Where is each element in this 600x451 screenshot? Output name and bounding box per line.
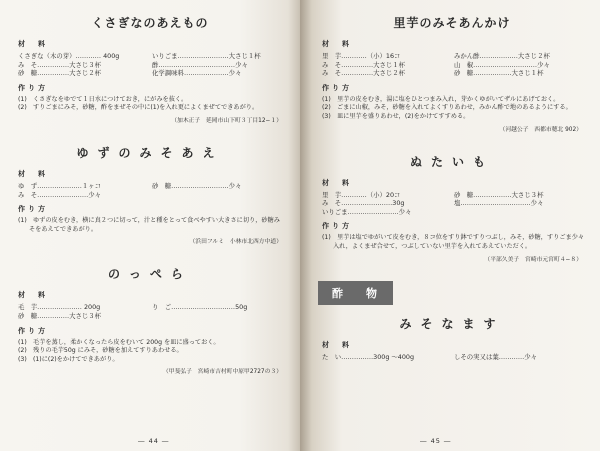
recipe-credit: （浜田フルミ 小林市北西方中道） (189, 239, 282, 246)
category-header: 酢 物 (318, 281, 393, 305)
recipe-credit: （加木正子 延岡市山下町３丁目12−１） (171, 117, 282, 124)
recipe-credit: （河越公子 西都市穂北 902） (499, 126, 582, 133)
method-label: 作り方 (18, 205, 48, 214)
ingredient-list (18, 303, 286, 320)
recipe-credit: （平部久美子 宮崎市元宮町４−８） (484, 256, 582, 263)
method-step: (1) 毛芋を蒸し，柔かくなったら皮をむいて 200g を皿に盛っておく。 (18, 338, 220, 346)
materials-label: 材 料 (322, 178, 352, 187)
ingredient-row (18, 52, 286, 61)
ingredient: くさぎな（木の芽）………… 400g (18, 52, 120, 60)
ingredient-list (18, 52, 286, 78)
ingredient: た い……………300g ～400g (322, 352, 415, 361)
ingredient-row (322, 191, 586, 200)
ingredient-row (322, 353, 586, 362)
method-step: (3) (1)に(2)をかけてできあがり。 (18, 355, 119, 363)
ingredient: 砂 糖………………………少々 (152, 181, 242, 190)
method-step: (1) ゆずの皮をむき，横に真２つに切って，汁と種をとって食べやすい大きさに切り，砂糖みそをあえてできあがり。 (18, 217, 280, 233)
page-number: ― 44 ― (138, 437, 170, 445)
ingredient (152, 312, 286, 321)
ingredient-row (322, 208, 586, 217)
ingredient-row (322, 69, 586, 78)
ingredient: いりごま……………………少々 (322, 207, 412, 216)
ingredient: みかん酢………………大さじ２杯 (454, 52, 550, 60)
ingredient-row (18, 191, 286, 200)
ingredient: 砂 糖……………大さじ３杯 (18, 311, 102, 320)
materials-label: 材 料 (322, 340, 352, 349)
ingredient-row (18, 312, 286, 321)
ingredient: いりごま……………………大さじ１杯 (152, 52, 261, 60)
ingredient: 里 芋…………（小）16コ (322, 52, 401, 60)
ingredient-list (322, 191, 586, 217)
method-step: (1) 里芋の皮をむき，湯に塩をひとつまみ入れ，芽かくゆがいてザルにあげておく。 (322, 95, 560, 103)
materials-label: 材 料 (322, 40, 352, 48)
ingredient-row (322, 52, 586, 61)
ingredient: 砂 糖………………大さじ１杯 (454, 69, 544, 78)
recipe-title: くさぎなのあえもの (91, 16, 209, 30)
method-step: (3) 皿に里芋を盛りあわせ，(2)をかけてすすめる。 (322, 112, 470, 120)
ingredient: 毛 芋………………… 200g (18, 303, 101, 312)
ingredient: み そ……………大さじ３杯 (18, 60, 102, 69)
ingredient: 酢………………………………少々 (152, 60, 248, 69)
materials-label: 材 料 (18, 291, 48, 300)
ingredient: 砂 糖……………大さじ２杯 (18, 69, 102, 78)
ingredient: 砂 糖………………大さじ３杯 (454, 190, 544, 199)
method-label: 作り方 (18, 326, 48, 335)
recipe-title: のっぺら (108, 267, 192, 282)
ingredient: み そ……………………少々 (18, 190, 102, 199)
ingredient: しその実又は葉…………少々 (454, 352, 538, 361)
ingredient (152, 191, 286, 200)
ingredient: み そ……………大さじ２杯 (322, 69, 406, 78)
materials-label: 材 料 (18, 40, 48, 48)
ingredient-list (322, 52, 586, 78)
right-page (300, 0, 600, 451)
ingredient-row (18, 182, 286, 191)
ingredient: 化学調味料…………………少々 (152, 69, 242, 78)
ingredient: 里 芋…………（小）20コ (322, 190, 401, 199)
ingredient: み そ……………大さじ１杯 (322, 60, 406, 69)
materials-label: 材 料 (18, 169, 48, 178)
ingredient-row (18, 303, 286, 312)
ingredient (454, 208, 586, 217)
ingredient: り ご…………………………50g (152, 303, 248, 312)
method-step: (1) 里芋は塩でゆがいて皮をむき，８コ位をすり鉢ですりつぶし，みそ，砂糖，すりごま少々入れ，よくまぜ合せて，つぶしていない里芋を入れてあえていただく。 (322, 234, 585, 250)
page-number: ― 45 ― (420, 437, 452, 445)
method-step: (2) ごまに山椒，みそ，砂糖を入れてよくすりあわせ，みかん酢で地のあるようにする。 (322, 104, 572, 112)
method-step: (2) 残りの毛芋50g にみそ，砂糖を加えてすりあわせる。 (18, 347, 183, 355)
ingredient-list (18, 182, 286, 199)
recipe-title: ゆずのみそあえ (76, 145, 224, 160)
ingredient-list (322, 353, 586, 362)
recipe-credit: （甲斐弘子 宮崎市吉村町中原甲2727の３） (162, 369, 282, 376)
method-label: 作り方 (322, 83, 352, 92)
method-step: (1) くさぎなをゆでて１日水につけておき，にがみを抜く。 (18, 95, 188, 103)
recipe-title: 里芋のみそあんかけ (393, 16, 511, 30)
ingredient: ゆ ず…………………１ヶコ (18, 181, 102, 190)
method-label: 作り方 (322, 222, 352, 231)
ingredient-row (322, 199, 586, 208)
ingredient: み そ……………………30g (322, 199, 405, 208)
method-step: (2) すりごまにみそ，砂糖，酢をまぜその中に(1)を入れ更によくまぜてできあがり。 (18, 104, 259, 112)
ingredient-row (322, 61, 586, 70)
ingredient: 塩……………………………少々 (454, 199, 544, 208)
recipe-title: みそなます (399, 316, 505, 331)
method-label: 作り方 (18, 83, 48, 92)
ingredient-row (18, 69, 286, 78)
ingredient: 山 椒…………………………少々 (454, 60, 550, 69)
recipe-title: ぬたいも (409, 154, 494, 169)
ingredient-row (18, 61, 286, 70)
